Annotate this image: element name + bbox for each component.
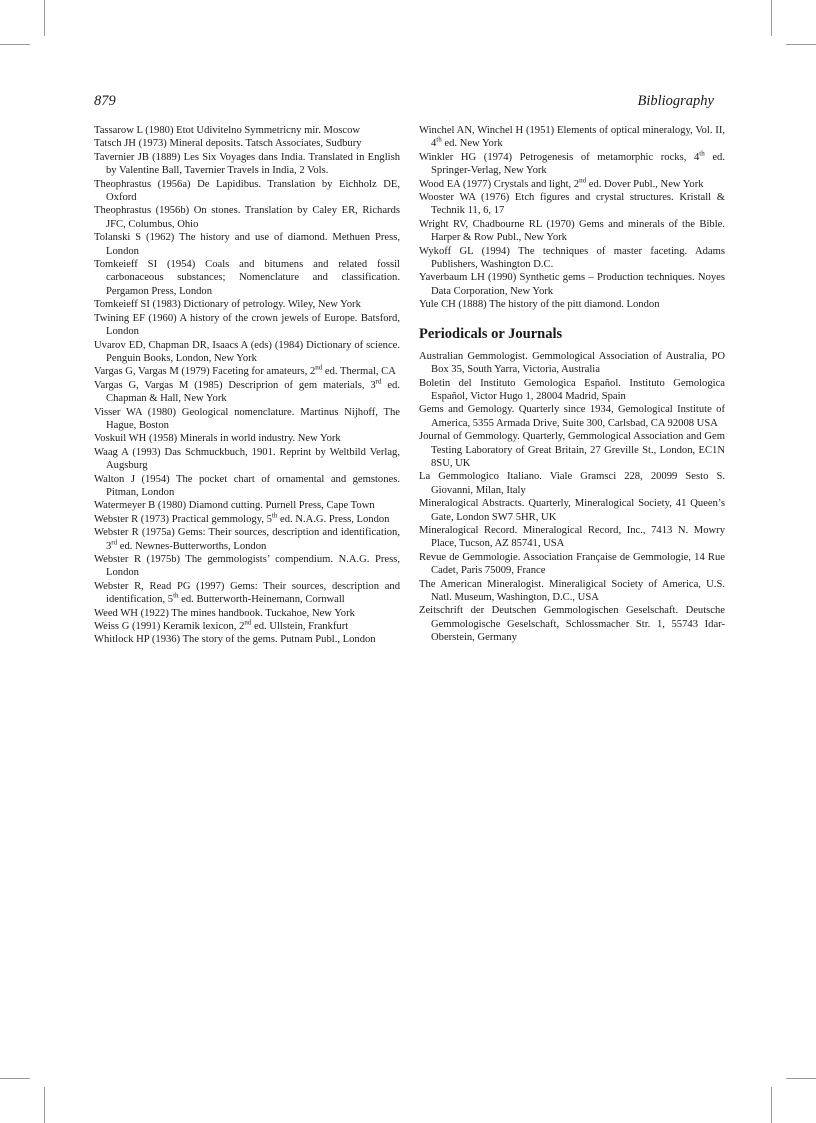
bibliography-entry: Wooster WA (1976) Etch figures and crystal structures. Kristall & Technik 11, 6, 17 — [419, 192, 725, 217]
bibliography-entry: Tomkeieff SI (1954) Coals and bitumens and related fossil carbonaceous substances; Nomenclature and classification. Pergamon Press, London — [94, 259, 400, 297]
periodicals-list — [419, 350, 725, 645]
bibliography-entry: Voskuil WH (1958) Minerals in world industry. New York — [94, 433, 341, 445]
bibliography-entry: Tavernier JB (1889) Les Six Voyages dans India. Translated in English by Valentine Ball, Tavernier Travels in India, 2 Vols. — [94, 151, 400, 177]
bibliography-entry: Webster R (1975a) Gems: Their sources, description and identification, 3rd ed. Newnes-Butterworths, London — [94, 527, 400, 552]
periodical-entry: Gems and Gemology. Quarterly since 1934, Gemological Institute of America, 5355 Armada Drive, Suite 300, Carlsbad, CA 92008 USA — [419, 404, 725, 429]
left-column — [94, 124, 400, 647]
crop-mark-top-right — [771, 0, 772, 36]
bibliography-entry: Whitlock HP (1936) The story of the gems. Putnam Publ., London — [94, 634, 376, 646]
page-header — [94, 93, 714, 115]
section-title-periodicals: Periodicals or Journals — [419, 325, 563, 342]
bibliography-entry: Theophrastus (1956b) On stones. Translation by Caley ER, Richards JFC, Columbus, Ohio — [94, 205, 400, 230]
periodical-entry: Mineralogical Record. Mineralogical Record, Inc., 7413 N. Mowry Place, Tucson, AZ 85741, USA — [419, 524, 725, 550]
periodical-entry: Journal of Gemmology. Quarterly, Gemmological Association and Gem Testing Laboratory of Great Britain, 27 Greville St., London, EC1N 8SU, UK — [419, 431, 725, 469]
bibliography-entry: Visser WA (1980) Geological nomenclature. Martinus Nijhoff, The Hague, Boston — [94, 406, 400, 431]
bibliography-entry: Weiss G (1991) Keramik lexicon, 2nd ed. Ullstein, Frankfurt — [94, 618, 349, 633]
crop-mark-bottom-left-h — [0, 1078, 30, 1079]
bibliography-entry: Watermeyer B (1980) Diamond cutting. Purnell Press, Cape Town — [94, 500, 375, 512]
bibliography-entry: Vargas G, Vargas M (1985) Descriprion of gem materials, 3rd ed. Chapman & Hall, New York — [94, 377, 400, 405]
bibliography-entry: Winkler HG (1974) Petrogenesis of metamorphic rocks, 4th ed. Springer-Verlag, New York — [419, 149, 725, 177]
bibliography-entry: Tatsch JH (1973) Mineral deposits. Tatsch Associates, Sudbury — [94, 138, 362, 150]
right-column — [419, 124, 725, 645]
bibliography-entry: Vargas G, Vargas M (1979) Faceting for amateurs, 2nd ed. Thermal, CA — [94, 363, 396, 378]
bibliography-entry: Yule CH (1888) The history of the pitt diamond. London — [419, 299, 660, 311]
periodical-entry: Revue de Gemmologie. Association Française de Gemmologie, 14 Rue Cadet, Paris 75009, France — [419, 551, 725, 577]
crop-mark-top-left-h — [0, 44, 30, 45]
bibliography-entry: Uvarov ED, Chapman DR, Isaacs A (eds) (1984) Dictionary of science. Penguin Books, London, New York — [94, 339, 400, 364]
bibliography-entry: Tolanski S (1962) The history and use of diamond. Methuen Press, London — [94, 232, 400, 257]
periodical-entry: The American Mineralogist. Mineraligical Society of America, U.S. Natl. Museum, Washington, D.C., USA — [419, 578, 725, 603]
page-number: 879 — [94, 93, 116, 109]
bibliography-entry: Yaverbaum LH (1990) Synthetic gems – Production techniques. Noyes Data Corporation, New York — [419, 272, 725, 297]
bibliography-entry: Webster R (1975b) The gemmologists’ compendium. N.A.G. Press, London — [94, 554, 400, 579]
periodical-entry: La Gemmologico Italiano. Viale Gramsci 228, 20099 Sesto S. Giovanni, Milan, Italy — [419, 471, 725, 496]
periodical-entry: Australian Gemmologist. Gemmological Association of Australia, PO Box 35, South Yarra, Victoria, Australia — [419, 350, 725, 376]
crop-mark-top-left — [44, 0, 45, 36]
bibliography-entry: Wood EA (1977) Crystals and light, 2nd ed. Dover Publ., New York — [419, 176, 704, 190]
bibliography-entry: Tassarow L (1980) Etot Udivitelno Symmetricny mir. Moscow — [94, 125, 361, 136]
bibliography-entry: Webster R (1973) Practical gemmology, 5th ed. N.A.G. Press, London — [94, 511, 390, 525]
crop-mark-top-right-h — [786, 44, 816, 45]
periodical-entry: Zeitschrift der Deutschen Gemmologischen Geselschaft. Deutsche Gemmologische Geselschaft, Schlossmacher Str. 1, 55743 Idar-Oberstein, Germany — [419, 605, 725, 644]
bibliography-entry: Tomkeieff SI (1983) Dictionary of petrology. Wiley, New York — [94, 299, 361, 311]
crop-mark-bottom-left — [44, 1087, 45, 1123]
right-column-references — [419, 124, 725, 312]
crop-mark-bottom-right-h — [786, 1078, 816, 1079]
bibliography-entry: Walton J (1954) The pocket chart of ornamental and gemstones. Pitman, London — [94, 473, 400, 498]
bibliography-entry: Waag A (1993) Das Schmuckbuch, 1901. Reprint by Weltbild Verlag, Augsburg — [94, 446, 400, 472]
bibliography-entry: Wright RV, Chadbourne RL (1970) Gems and minerals of the Bible. Harper & Row Publ., New York — [419, 218, 725, 244]
periodical-entry: Mineralogical Abstracts. Quarterly, Mineralogical Society, 41 Queen’s Gate, London SW7 5HR, UK — [419, 498, 725, 523]
bibliography-entry: Theophrastus (1956a) De Lapidibus. Translation by Eichholz DE, Oxford — [94, 178, 400, 204]
bibliography-entry: Winchel AN, Winchel H (1951) Elements of optical mineralogy, Vol. II, 4th ed. New York — [419, 125, 725, 150]
running-title: Bibliography — [637, 93, 714, 109]
periodical-entry: Boletin del Instituto Gemologica Español. Instituto Gemologica Español, Victor Hugo 1, 28004 Madrid, Spain — [419, 377, 725, 402]
bibliography-entry: Twining EF (1960) A history of the crown jewels of Europe. Batsford, London — [94, 312, 400, 338]
bibliography-entry: Webster R, Read PG (1997) Gems: Their sources, description and identification, 5th ed. Butterworth-Heinemann, Cornwall — [94, 580, 400, 606]
crop-mark-bottom-right — [771, 1087, 772, 1123]
bibliography-entry: Weed WH (1922) The mines handbook. Tuckahoe, New York — [94, 607, 355, 619]
bibliography-entry: Wykoff GL (1994) The techniques of master faceting. Adams Publishers, Washington D.C. — [419, 245, 725, 271]
